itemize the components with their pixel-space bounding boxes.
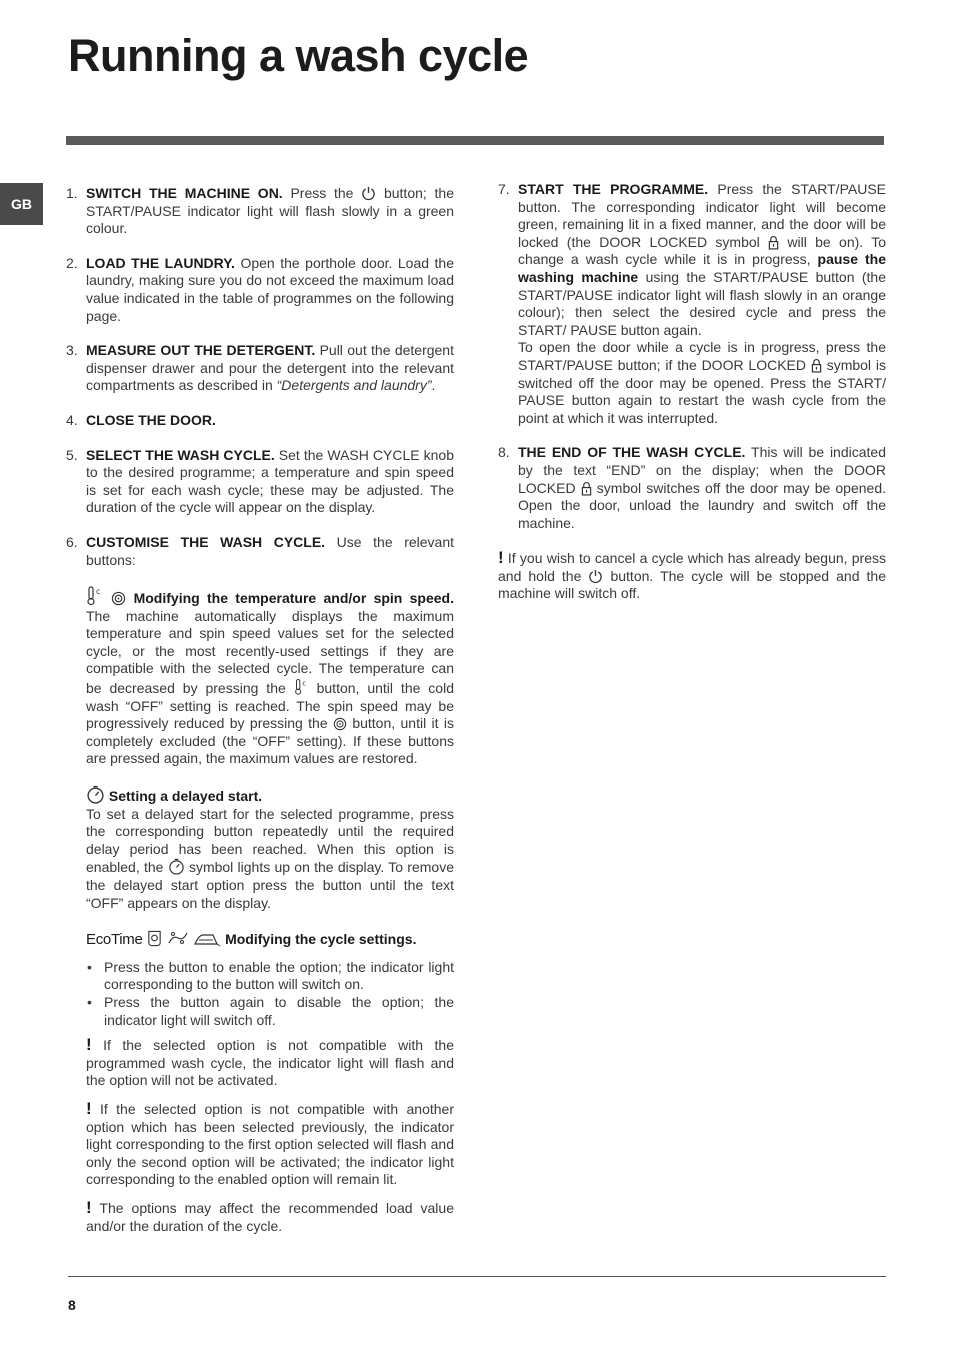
sub-heading: Modifying the cycle settings. xyxy=(225,931,417,948)
step-heading: SELECT THE WASH CYCLE. xyxy=(86,446,275,463)
page-number: 8 xyxy=(68,1297,76,1313)
easy-iron-icon xyxy=(193,929,221,947)
thermometer-icon xyxy=(294,678,309,696)
spin-icon xyxy=(333,717,347,731)
door-locked-icon xyxy=(581,481,592,496)
step-3: 3. MEASURE OUT THE DETERGENT. Pull out the detergent dispenser drawer and pour the detergent into the relevant compartments as described in “Detergents and laundry”. xyxy=(66,342,454,394)
door-locked-icon xyxy=(768,235,779,250)
warning-icon: ! xyxy=(86,1197,92,1217)
sub-heading: Setting a delayed start. xyxy=(108,788,263,805)
step-number: 6. xyxy=(66,533,78,550)
temperature-spin-section: c Modifying the temperature and/or spin speed. The machine automatically displays the maximum temperature and spin speed values set for the selected cycle, or the most recently-used settings if they are compatible with the selected cycle. The temperature can be decreased by pressing the c button, until the cold wash “OFF” setting is reached. The spin speed may be progressively reduced by pressing the button, until it is completely excluded (the “OFF” setting). If these buttons are pressed again, the maximum values are restored. xyxy=(86,587,454,767)
list-item: • Press the button again to disable the option; the indicator light will switch off. xyxy=(104,994,454,1029)
step-number: 8. xyxy=(498,444,510,461)
warning-icon: ! xyxy=(86,1035,92,1055)
step-number: 7. xyxy=(498,181,510,197)
cycle-settings-section xyxy=(66,929,454,949)
step-1: 1. SWITCH THE MACHINE ON. Press the button; the START/PAUSE indicator light will flash slowly in a green colour. xyxy=(66,185,454,237)
page-title: Running a wash cycle xyxy=(68,30,529,81)
list-item: • Press the button to enable the option; the indicator light corresponding to the button will switch on. xyxy=(104,959,454,994)
cancel-cycle-note: ! If you wish to cancel a cycle which has already begun, press and hold the button. The cycle will be stopped and the machine will switch off. xyxy=(498,548,886,602)
step-number: 2. xyxy=(66,254,78,271)
step-5: 5. SELECT THE WASH CYCLE. Set the WASH CYCLE knob to the desired programme; a temperature and spin speed is set for each wash cycle; these may be adjusted. The duration of the cycle will appear on the display. xyxy=(66,446,454,516)
step-heading: MEASURE OUT THE DETERGENT. xyxy=(86,342,316,359)
step-heading: THE END OF THE WASH CYCLE. xyxy=(518,444,746,461)
warning-note: ! The options may affect the recommended load value and/or the duration of the cycle. xyxy=(86,1197,454,1234)
warning-note: ! If the selected option is not compatible with the programmed wash cycle, the indicator light will flash and the option will not be activated. xyxy=(86,1035,454,1089)
step-4 xyxy=(66,412,454,430)
power-icon xyxy=(588,569,603,584)
step-heading: SWITCH THE MACHINE ON. xyxy=(86,185,283,201)
delayed-start-section: Setting a delayed start. To set a delayed start for the selected programme, press the corresponding button repeatedly until the required delay period has been reached. When this option is enabled, the symbol lights up on the display. To remove the delayed start option press the button until the text “OFF” appears on the display. xyxy=(66,785,454,912)
warning-icon: ! xyxy=(498,548,504,568)
title-divider xyxy=(66,136,884,145)
step-number: 1. xyxy=(66,185,78,201)
step-7: 7. START THE PROGRAMME. Press the START/PAUSE button. The corresponding indicator light will become green, remaining lit in a fixed manner, and the door will be locked (the DOOR LOCKED symbol will be on). To change a wash cycle while it is in progress, pause the washing machine using the START/PAUSE button (the START/PAUSE indicator light will flash slowly in an orange colour); then select the desired cycle and press the START/ PAUSE button again. To open the door while a cycle is in progress, press the START/PAUSE button; if the DOOR LOCKED symbol is switched off the door may be opened. Press the START/ PAUSE button again to restart the wash cycle from the point at which it was interrupted. xyxy=(498,181,887,426)
step-2: 2. LOAD THE LAUNDRY. Open the porthole door. Load the laundry, making sure you do not exceed the maximum load value indicated in the table of programmes on the following page. xyxy=(66,254,455,324)
sub-heading: Modifying the temperature and/or spin speed. xyxy=(133,590,454,607)
stain-removal-icon xyxy=(146,929,163,947)
left-column xyxy=(66,185,454,1235)
warning-note: ! If the selected option is not compatible with another option which has been selected previously, the indicator light corresponding to the first option selected will flash and only the second option will be activated; the indicator light corresponding to the enabled option will remain lit. xyxy=(86,1098,454,1188)
step-heading: CLOSE THE DOOR. xyxy=(86,411,216,428)
warning-icon: ! xyxy=(86,1098,92,1118)
step-6: 6. CUSTOMISE THE WASH CYCLE. Use the relevant buttons: xyxy=(66,533,454,568)
step-heading: CUSTOMISE THE WASH CYCLE. xyxy=(86,533,326,550)
power-icon xyxy=(361,186,376,201)
step-heading: LOAD THE LAUNDRY. xyxy=(86,254,235,271)
step-number: 5. xyxy=(66,446,78,463)
mix-icon xyxy=(167,929,189,947)
delay-timer-icon xyxy=(168,858,185,875)
step-heading: START THE PROGRAMME. xyxy=(518,181,709,197)
footer-divider xyxy=(68,1276,886,1277)
spin-icon xyxy=(111,591,126,606)
cross-reference: “Detergents and laundry” xyxy=(276,377,432,394)
language-tab: GB xyxy=(0,183,43,225)
step-number: 4. xyxy=(66,411,78,428)
right-column xyxy=(498,181,886,603)
delay-timer-icon xyxy=(86,785,105,804)
step-number: 3. xyxy=(66,342,78,359)
door-locked-icon xyxy=(811,358,822,373)
option-bullets xyxy=(66,959,454,1029)
step-8: 8. THE END OF THE WASH CYCLE. This will be indicated by the text “END” on the display; when the DOOR LOCKED symbol switches off the door may be opened. Open the door, unload the laundry and switch off the machine. xyxy=(498,444,886,531)
ecotime-icon: EcoTime xyxy=(86,931,143,949)
svg-text:c: c xyxy=(302,679,306,688)
thermometer-icon xyxy=(86,586,104,606)
svg-text:c: c xyxy=(96,587,101,597)
